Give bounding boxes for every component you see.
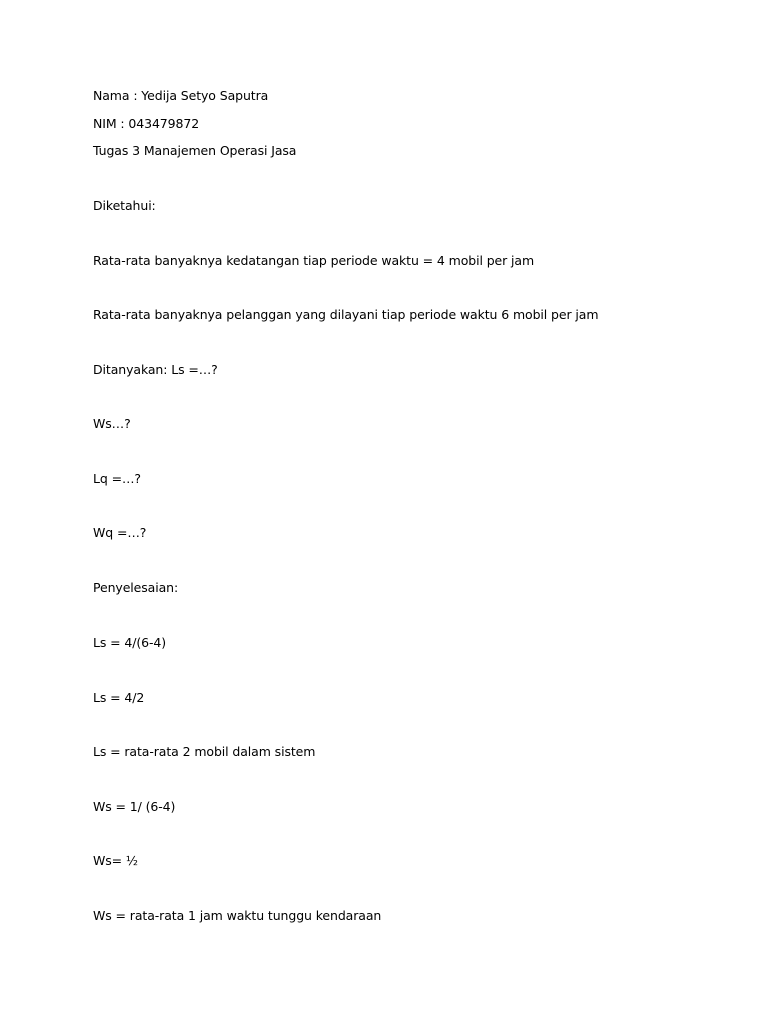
known-item: Rata-rata banyaknya pelanggan yang dilayani tiap periode waktu 6 mobil per jam xyxy=(93,307,599,322)
solution-heading: Penyelesaian: xyxy=(93,580,179,595)
asked-item: Lq =…? xyxy=(93,471,141,486)
solution-step: Ws = rata-rata 1 jam waktu tunggu kendaraan xyxy=(93,908,382,923)
assignment-title: Tugas 3 Manajemen Operasi Jasa xyxy=(93,143,297,158)
known-heading: Diketahui: xyxy=(93,198,156,213)
solution-step: Ls = 4/(6-4) xyxy=(93,635,167,650)
solution-step: Ls = rata-rata 2 mobil dalam sistem xyxy=(93,744,316,759)
solution-step: Ws= ½ xyxy=(93,853,138,868)
student-name: Nama : Yedija Setyo Saputra xyxy=(93,88,269,103)
asked-item: Ditanyakan: Ls =…? xyxy=(93,362,218,377)
known-item: Rata-rata banyaknya kedatangan tiap periode waktu = 4 mobil per jam xyxy=(93,253,535,268)
solution-step: Ls = 4/2 xyxy=(93,690,145,705)
asked-item: Wq =…? xyxy=(93,525,147,540)
student-nim: NIM : 043479872 xyxy=(93,116,200,131)
asked-item: Ws…? xyxy=(93,416,131,431)
solution-step: Ws = 1/ (6-4) xyxy=(93,799,176,814)
